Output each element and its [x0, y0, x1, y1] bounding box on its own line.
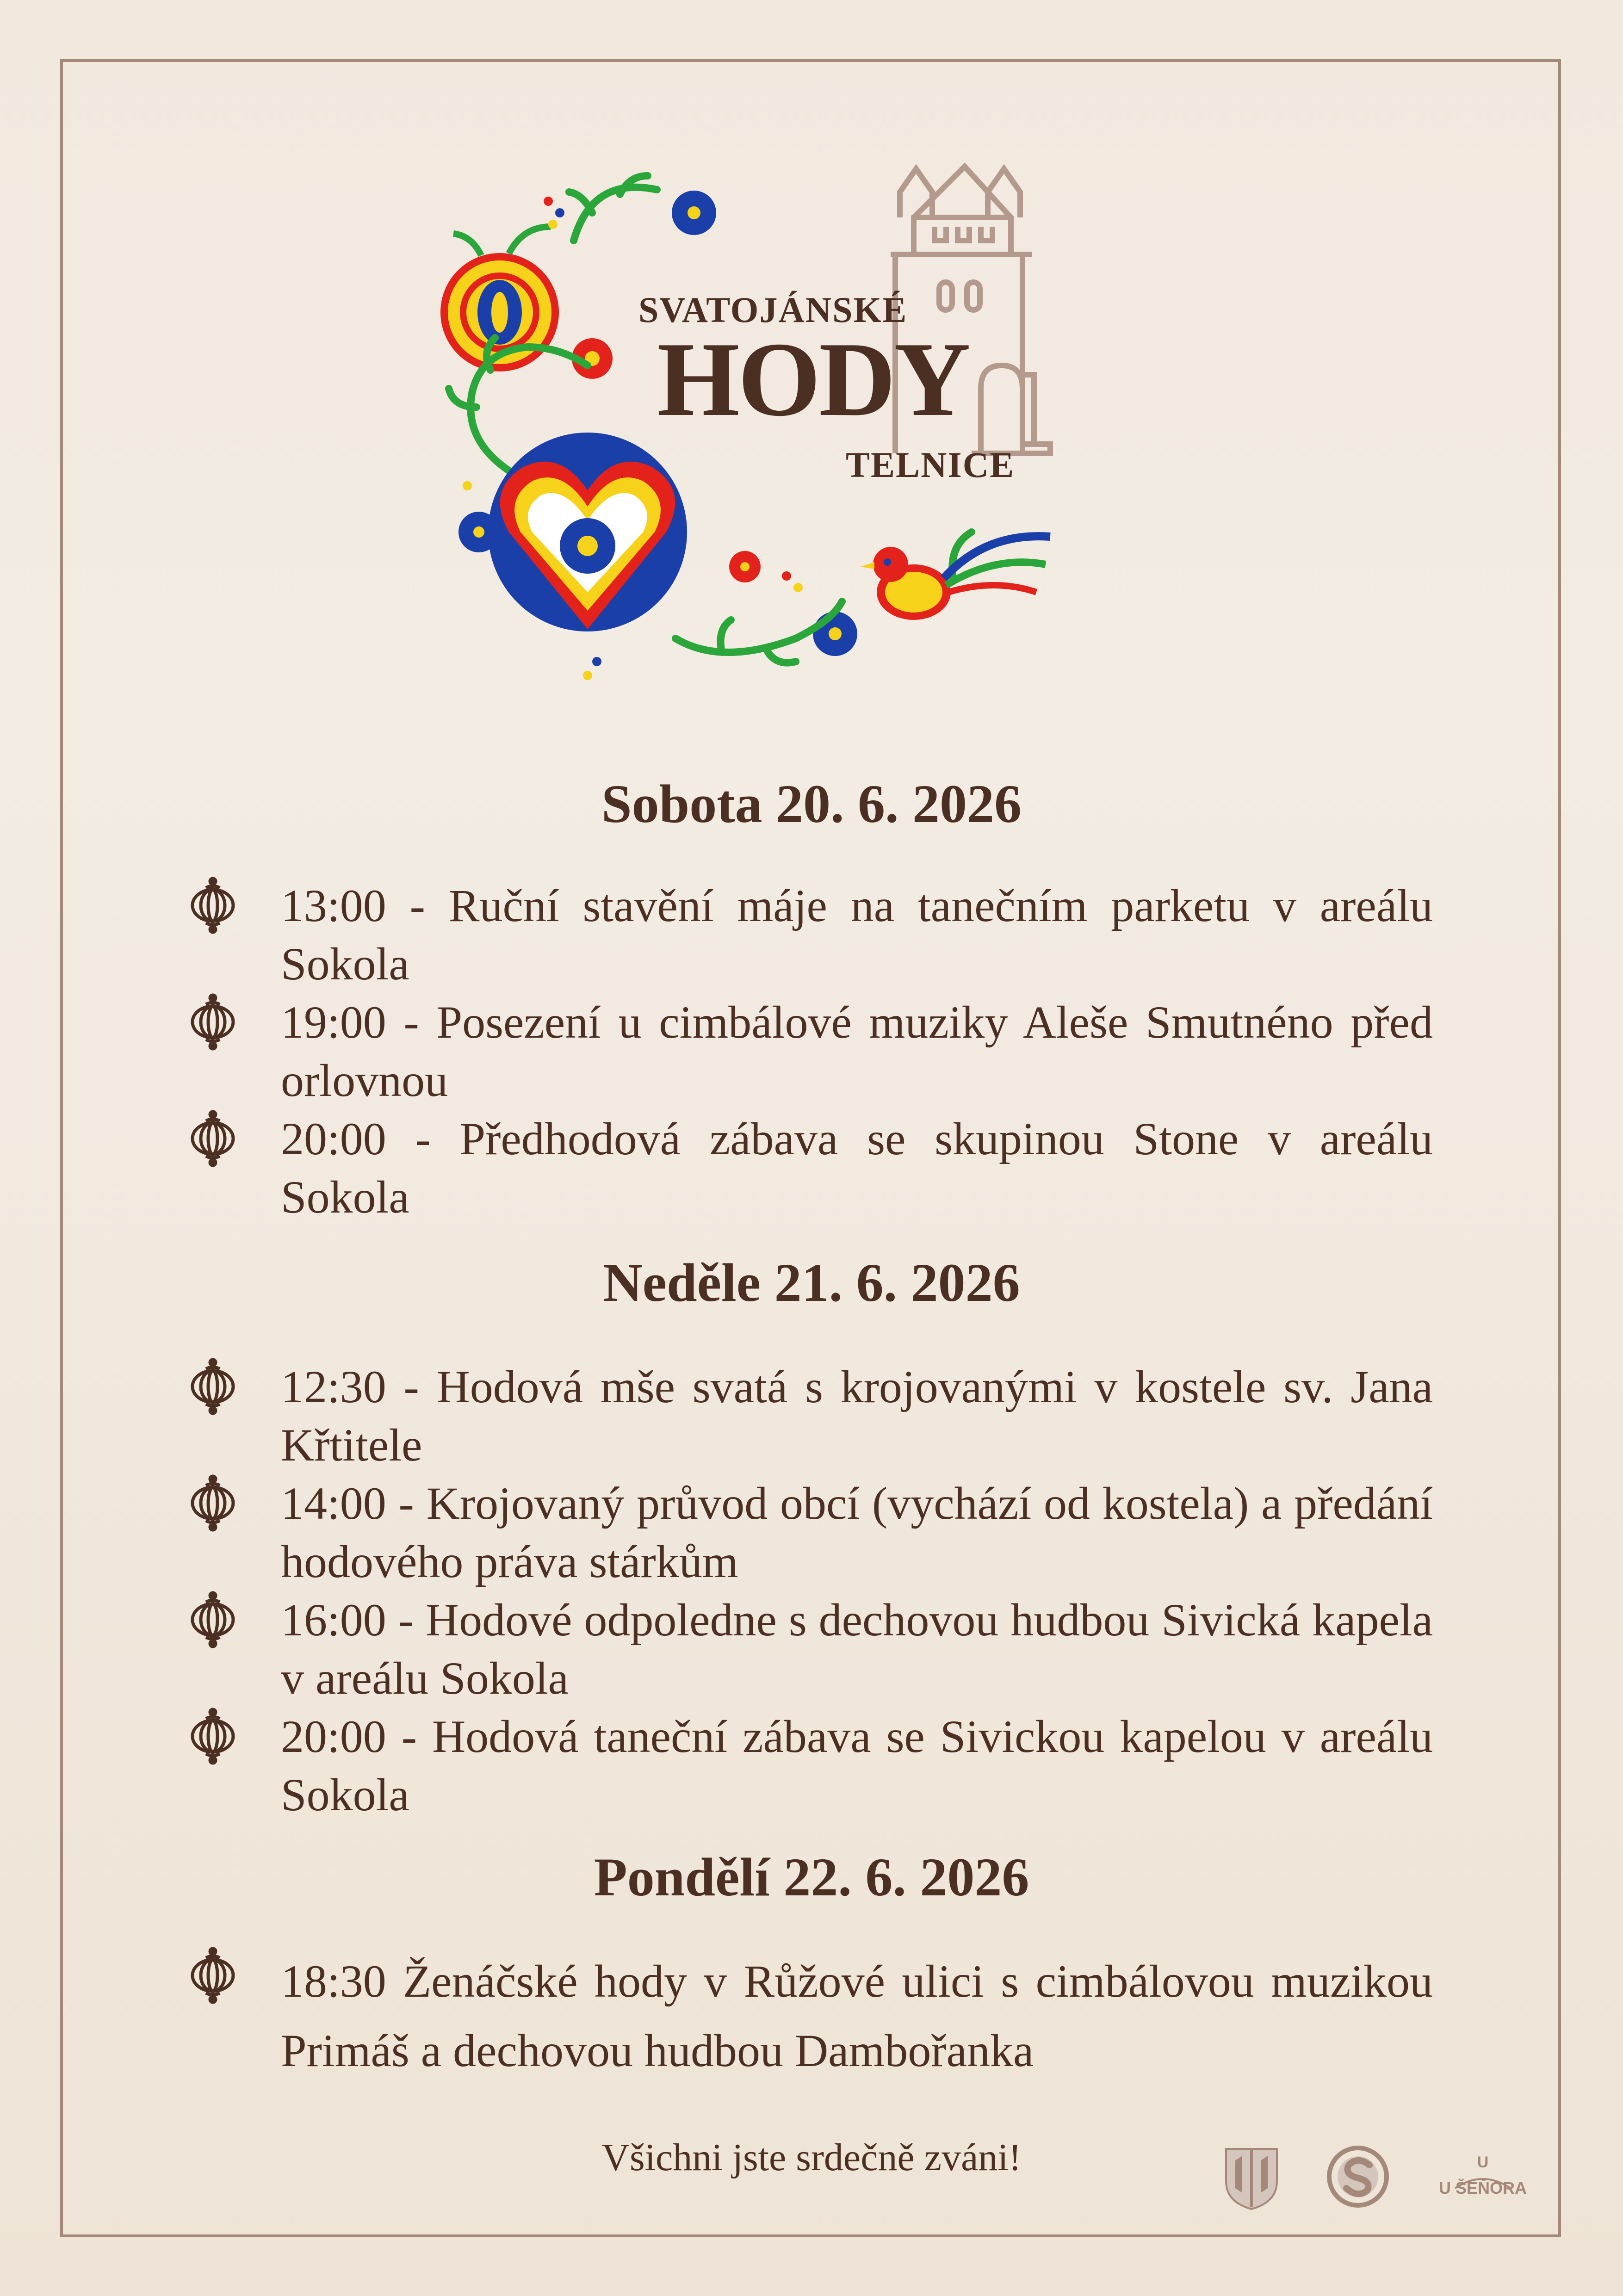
sokol-logo	[1323, 2142, 1393, 2211]
ornament-bullet-icon	[187, 877, 238, 932]
ornament-bullet-icon	[187, 1110, 238, 1165]
day-title-monday: Pondělí 22. 6. 2026	[594, 1847, 1029, 1907]
schedule-item: 13:00 - Ruční stavění máje na tanečním parketu v areálu Sokola	[187, 877, 1437, 993]
heart-ornament	[488, 433, 687, 631]
ornament-bullet-icon	[187, 1708, 238, 1763]
day-title-sunday: Neděle 21. 6. 2026	[603, 1252, 1020, 1313]
schedule-item: 16:00 - Hodové odpoledne s dechovou hudbou Sivická kapela v areálu Sokola	[187, 1591, 1437, 1708]
schedule-item: 20:00 - Hodová taneční zábava se Sivickou kapelou v areálu Sokola	[187, 1708, 1437, 1824]
ornament-bullet-icon	[187, 1358, 238, 1413]
schedule-item: 14:00 - Krojovaný průvod obcí (vychází od kostela) a předání hodového práva stárkům	[187, 1474, 1437, 1591]
logo-title: HODY	[657, 320, 969, 438]
ornament-bullet-icon	[187, 1474, 238, 1530]
ornament-bullet-icon	[187, 993, 238, 1049]
u-senora-logo	[1438, 2142, 1527, 2211]
svg-text:U: U	[1477, 2154, 1489, 2171]
schedule-item: 20:00 - Předhodová zábava se skupinou Stone v areálu Sokola	[187, 1110, 1437, 1226]
svg-text:U ŠEŇORA: U ŠEŇORA	[1438, 2178, 1527, 2197]
ornament-bullet-icon	[187, 1591, 238, 1646]
logo-subtitle-top: SVATOJÁNSKÉ	[638, 290, 908, 330]
ornament-bullet-icon	[187, 1947, 238, 2002]
schedule-item: 19:00 - Posezení u cimbálové muziky Aleše Smutnéno před orlovnou	[187, 993, 1437, 1110]
day-title-saturday: Sobota 20. 6. 2026	[601, 774, 1022, 834]
telnice-coat-of-arms-logo	[1217, 2142, 1286, 2211]
schedule-item: 18:30 Ženáčské hody v Růžové ulici s cimbálovou muzikou Primáš a dechovou hudbou Dambořanka	[187, 1947, 1437, 2086]
logo-subtitle-bottom: TELNICE	[846, 445, 1015, 485]
event-logo	[435, 148, 1101, 694]
schedule-item: 12:30 - Hodová mše svatá s krojovanými v kostele sv. Jana Křtitele	[187, 1358, 1437, 1474]
invitation-text: Všichni jste srdečně zváni!	[601, 2136, 1022, 2179]
